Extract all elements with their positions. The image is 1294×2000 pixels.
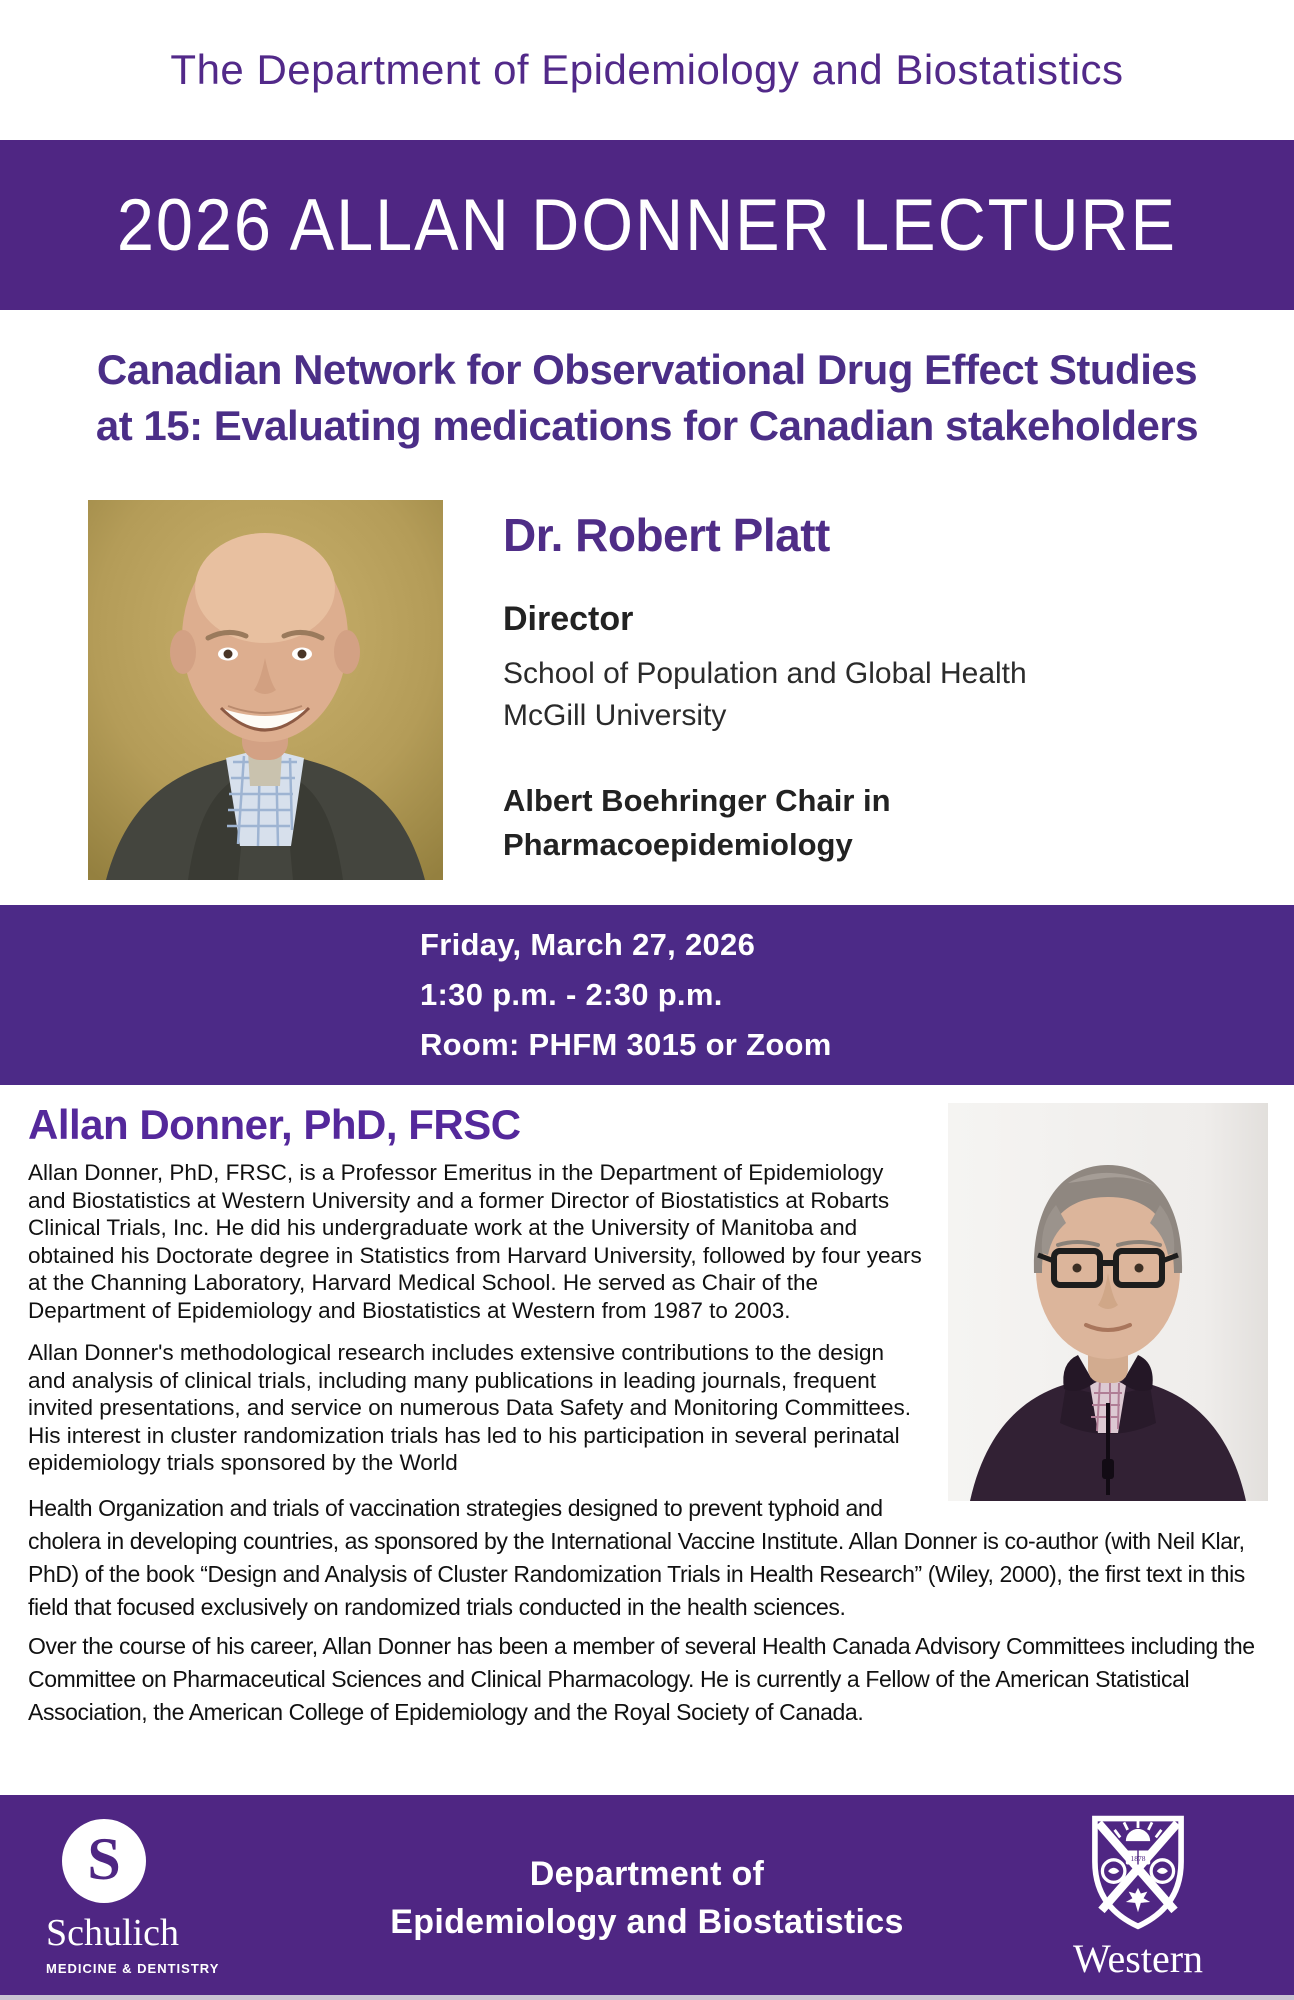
top-header	[0, 0, 1294, 140]
bio-paragraph-2: Allan Donner's methodological research includes extensive contributions to the design and analysis of clinical trials, including many publications in leading journals, frequent invited presentations, and service on numerous Data Safety and Monitoring Committees. His interest in cluster randomization trials has led to his participation in several perinatal epidemiology trials sponsored by the World	[28, 1340, 911, 1475]
speaker-affiliation-line1: School of Population and Global Health	[503, 657, 1027, 690]
event-date: Friday, March 27, 2026	[420, 927, 756, 962]
footer-department	[390, 1850, 903, 1946]
speaker-name: Dr. Robert Platt	[503, 509, 830, 561]
bio-paragraph-1: Allan Donner, PhD, FRSC, is a Professor Emeritus in the Department of Epidemiology and Biostatistics at Western University and a former Director of Biostatistics at Robarts Clinical Trials, Inc. He did his undergraduate work at the University of Manitoba and obtained his Doctorate degree in Statistics from Harvard University, followed by four years at the Channing Laboratory, Harvard Medical School. He served as Chair of the Department of Epidemiology and Biostatistics at Western from 1987 to 2003.	[28, 1160, 922, 1323]
schulich-logo	[46, 1819, 266, 1976]
schulich-wordmark: Schulich	[46, 1912, 179, 1954]
speaker-affiliation-line2: McGill University	[503, 699, 727, 732]
bio-heading: Allan Donner, PhD, FRSC	[28, 1101, 521, 1148]
lecture-title-line2: at 15: Evaluating medications for Canadian stakeholders	[95, 402, 1199, 449]
schulich-tagline: MEDICINE & DENTISTRY	[46, 1961, 220, 1976]
event-details-banner	[0, 905, 1294, 1085]
lecture-banner	[0, 140, 1294, 310]
speaker-role: Director	[503, 600, 634, 638]
western-crest-icon	[1086, 1813, 1190, 1931]
schulich-s-icon	[62, 1819, 146, 1903]
speaker-chair-line2: Pharmacoepidemiology	[503, 827, 853, 862]
allan-donner-portrait-illustration	[948, 1103, 1268, 1501]
lecture-title-block	[0, 310, 1294, 480]
event-room: Room: PHFM 3015 or Zoom	[420, 1027, 832, 1062]
footer	[0, 1795, 1294, 2000]
western-logo	[1028, 1813, 1248, 1982]
lecture-banner-title: 2026 ALLAN DONNER LECTURE	[116, 183, 1178, 267]
robert-platt-photo	[88, 500, 443, 880]
footer-department-line1: Department of	[529, 1854, 765, 1893]
speaker-chair-title	[503, 779, 1027, 867]
crest-year: 1878	[1130, 1853, 1146, 1863]
speaker-affiliation	[503, 653, 1027, 737]
footer-department-line2: Epidemiology and Biostatistics	[390, 1902, 904, 1941]
bio-section	[0, 1085, 1294, 1795]
schulich-initial: S	[87, 1825, 121, 1892]
speaker-info	[503, 480, 1027, 905]
robert-platt-portrait-illustration	[88, 500, 443, 880]
bio-paragraph-4: Over the course of his career, Allan Donner has been a member of several Health Canada Advisory Committees including the Committee on Pharmaceutical Sciences and Clinical Pharmacology. He is currently a Fellow of the American Statistical Association, the American College of Epidemiology and the Royal Society of Canada.	[28, 1632, 1255, 1725]
bio-paragraph-3: Health Organization and trials of vaccination strategies designed to prevent typhoid and cholera in developing countries, as sponsored by the International Vaccine Institute. Allan Donner is co-author (with Neil Klar, PhD) of the book “Design and Analysis of Cluster Randomization Trials in Health Research” (Wiley, 2000), the first text in this field that focused exclusively on randomized trials conducted in the health sciences.	[28, 1494, 1245, 1620]
western-wordmark: Western	[1072, 1936, 1204, 1981]
speaker-chair-line1: Albert Boehringer Chair in	[503, 783, 891, 818]
lecture-title-line1: Canadian Network for Observational Drug Effect Studies	[96, 346, 1198, 393]
department-header-text: The Department of Epidemiology and Biostatistics	[170, 46, 1124, 93]
allan-donner-photo	[948, 1103, 1268, 1501]
event-time: 1:30 p.m. - 2:30 p.m.	[420, 977, 723, 1012]
speaker-section	[0, 480, 1294, 905]
